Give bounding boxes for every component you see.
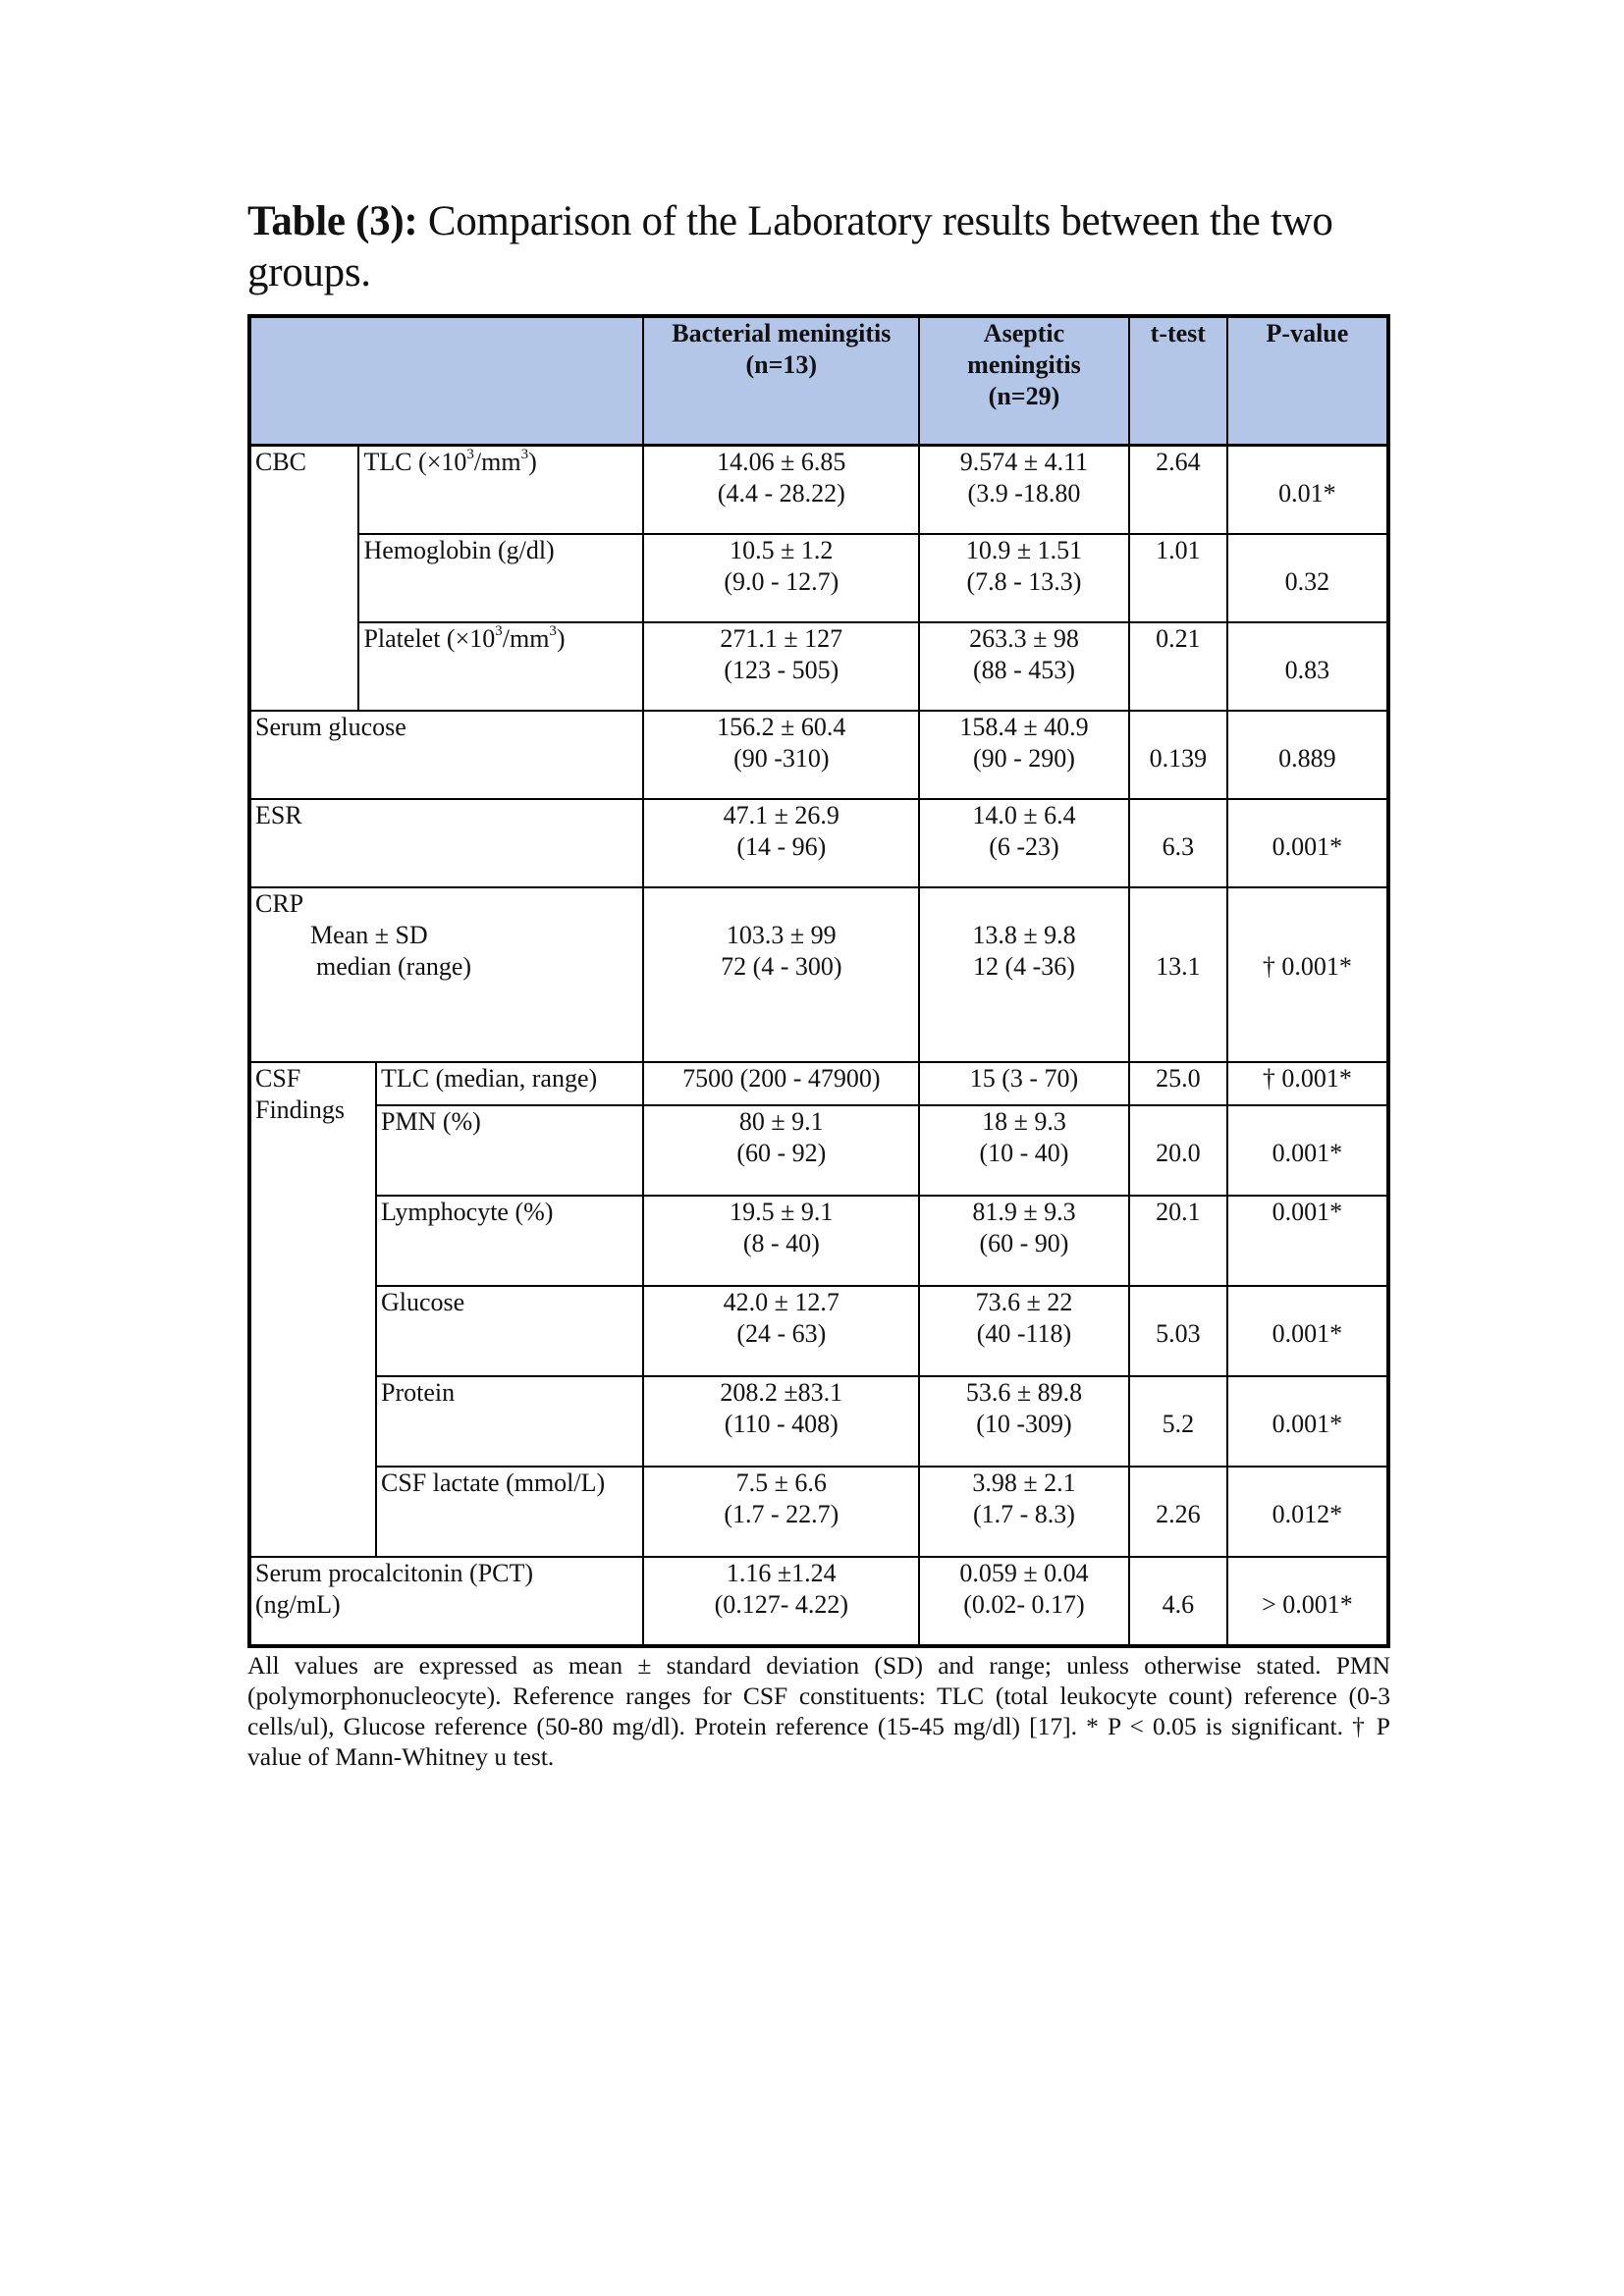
bacterial-mean: 7.5 ± 6.6: [735, 1468, 827, 1497]
bacterial-range: (0.127- 4.22): [714, 1590, 849, 1619]
bacterial-mean: 47.1 ± 26.9: [723, 801, 839, 829]
bacterial-value: [643, 799, 919, 887]
aseptic-mean: 81.9 ± 9.3: [972, 1198, 1076, 1226]
table-row-cbc-hemoglobin: [249, 534, 1388, 622]
header-aseptic-line1: Aseptic: [983, 319, 1065, 347]
bacterial-range: (9.0 - 12.7): [724, 567, 839, 596]
ttest-value: [1129, 711, 1227, 799]
table-title-text: Comparison of the Laboratory results between the two groups.: [247, 198, 1333, 295]
header-aseptic: [919, 316, 1129, 446]
bacterial-mean: 80 ± 9.1: [738, 1107, 824, 1136]
bacterial-value: 7500 (200 - 47900): [643, 1062, 919, 1105]
aseptic-value: [919, 622, 1129, 711]
aseptic-range: (90 - 290): [972, 744, 1075, 773]
pvalue-text: † 0.001*: [1262, 952, 1352, 981]
ttest-value: [1129, 1286, 1227, 1376]
row-label-text: /mm: [502, 624, 550, 653]
bacterial-mean: 14.06 ± 6.85: [717, 448, 846, 476]
row-label: Serum glucose: [249, 711, 643, 799]
row-label: [249, 887, 643, 1062]
pvalue: [1227, 1286, 1388, 1376]
aseptic-range: (7.8 - 13.3): [966, 567, 1082, 596]
pvalue: [1227, 1467, 1388, 1557]
bacterial-range: (123 - 505): [724, 656, 839, 684]
ttest-text: 0.139: [1149, 744, 1208, 773]
ttest-text: 5.03: [1156, 1319, 1201, 1348]
ttest-text: 6.3: [1162, 832, 1195, 861]
aseptic-value: [919, 1376, 1129, 1467]
table-row-csf-lactate: [249, 1467, 1388, 1557]
pvalue: [1227, 1376, 1388, 1467]
aseptic-value: [919, 1467, 1129, 1557]
aseptic-value: [919, 1105, 1129, 1196]
crp-label: CRP: [255, 889, 304, 918]
header-pvalue: P-value: [1227, 316, 1388, 446]
row-label-text: Platelet (×10: [363, 624, 496, 653]
category-cbc: CBC: [249, 446, 358, 712]
aseptic-range: (6 -23): [989, 832, 1059, 861]
aseptic-median: 12 (4 -36): [972, 952, 1075, 981]
table-row-serum-procalcitonin: [249, 1557, 1388, 1646]
table-row-csf-glucose: [249, 1286, 1388, 1376]
bacterial-mean: 156.2 ± 60.4: [717, 713, 846, 741]
pvalue-text: 0.83: [1284, 656, 1330, 684]
aseptic-mean: 18 ± 9.3: [982, 1107, 1066, 1136]
aseptic-mean: 73.6 ± 22: [975, 1288, 1073, 1316]
bacterial-value: [643, 1105, 919, 1196]
aseptic-mean: 13.8 ± 9.8: [972, 921, 1076, 949]
bacterial-value: [643, 534, 919, 622]
bacterial-range: (110 - 408): [724, 1410, 839, 1438]
bacterial-value: [643, 1286, 919, 1376]
aseptic-range: (60 - 90): [979, 1229, 1069, 1257]
bacterial-value: [643, 1557, 919, 1646]
table-row-esr: [249, 799, 1388, 887]
table-row-cbc-tlc: [249, 446, 1388, 535]
aseptic-value: 15 (3 - 70): [919, 1062, 1129, 1105]
aseptic-range: (3.9 -18.80: [967, 479, 1081, 507]
ttest-value: 2.64: [1129, 446, 1227, 535]
header-aseptic-line2: meningitis: [967, 350, 1081, 379]
header-bacterial-line1: Bacterial meningitis: [672, 319, 892, 347]
aseptic-mean: 53.6 ± 89.8: [965, 1378, 1083, 1407]
pvalue-text: 0.889: [1278, 744, 1336, 773]
pvalue: [1227, 887, 1388, 1062]
row-label: PMN (%): [376, 1105, 643, 1196]
table-row-serum-glucose: [249, 711, 1388, 799]
row-label: [358, 446, 643, 535]
bacterial-range: (14 - 96): [736, 832, 827, 861]
row-label: Glucose: [376, 1286, 643, 1376]
aseptic-mean: 9.574 ± 4.11: [959, 448, 1089, 476]
table-title-label: Table (3):: [247, 198, 418, 244]
aseptic-range: (1.7 - 8.3): [972, 1500, 1075, 1528]
table-row-cbc-platelet: [249, 622, 1388, 711]
bacterial-mean: 271.1 ± 127: [720, 624, 843, 653]
bacterial-range: (90 -310): [733, 744, 830, 773]
row-label-text: TLC (×10: [363, 448, 467, 476]
bacterial-mean: 1.16 ±1.24: [726, 1559, 837, 1587]
row-label-text: ): [556, 624, 566, 653]
bacterial-range: (60 - 92): [736, 1139, 827, 1167]
ttest-value: [1129, 1376, 1227, 1467]
pvalue: [1227, 799, 1388, 887]
table-row-crp: [249, 887, 1388, 1062]
pvalue-text: 0.01*: [1278, 479, 1336, 507]
category-csf-line1: CSF: [255, 1064, 301, 1093]
table-title: [247, 196, 1390, 298]
bacterial-mean: 10.5 ± 1.2: [730, 536, 834, 564]
ttest-value: [1129, 1557, 1227, 1646]
bacterial-range: (1.7 - 22.7): [724, 1500, 839, 1528]
pvalue-text: 0.012*: [1272, 1500, 1343, 1528]
table-row-csf-lymphocyte: [249, 1196, 1388, 1286]
pvalue: [1227, 1105, 1388, 1196]
pvalue: [1227, 1557, 1388, 1646]
header-bacterial: [643, 316, 919, 446]
aseptic-value: [919, 799, 1129, 887]
row-label: ESR: [249, 799, 643, 887]
pct-label-line1: Serum procalcitonin (PCT): [255, 1559, 534, 1587]
table-row-csf-pmn: [249, 1105, 1388, 1196]
row-label: [358, 622, 643, 711]
aseptic-range: (10 - 40): [979, 1139, 1069, 1167]
pvalue-text: 0.001*: [1272, 1139, 1343, 1167]
crp-sublabel-mean: Mean ± SD: [310, 921, 428, 949]
aseptic-value: [919, 711, 1129, 799]
aseptic-value: [919, 1557, 1129, 1646]
category-csf-line2: Findings: [255, 1095, 346, 1124]
header-ttest: t-test: [1129, 316, 1227, 446]
bacterial-mean: 103.3 ± 99: [726, 921, 837, 949]
ttest-value: 1.01: [1129, 534, 1227, 622]
bacterial-range: (24 - 63): [736, 1319, 827, 1348]
bacterial-value: [643, 1376, 919, 1467]
aseptic-value: [919, 1196, 1129, 1286]
ttest-text: 4.6: [1162, 1590, 1195, 1619]
ttest-value: [1129, 1467, 1227, 1557]
ttest-text: 20.0: [1156, 1139, 1201, 1167]
header-bacterial-line2: (n=13): [745, 350, 818, 379]
aseptic-value: [919, 1286, 1129, 1376]
row-label: Protein: [376, 1376, 643, 1467]
pvalue: [1227, 711, 1388, 799]
table-row-csf-tlc: [249, 1062, 1388, 1105]
ttest-value: [1129, 799, 1227, 887]
table-row-csf-protein: [249, 1376, 1388, 1467]
aseptic-range: (88 - 453): [972, 656, 1075, 684]
aseptic-mean: 14.0 ± 6.4: [972, 801, 1076, 829]
row-label-text: /mm: [473, 448, 521, 476]
ttest-value: [1129, 887, 1227, 1062]
bacterial-mean: 19.5 ± 9.1: [730, 1198, 834, 1226]
bacterial-median: 72 (4 - 300): [721, 952, 842, 981]
ttest-value: 20.1: [1129, 1196, 1227, 1286]
table-footnote: All values are expressed as mean ± standard deviation (SD) and range; unless otherwise stated. PMN (polymorphonucleocyte). Reference ranges for CSF constituents: TLC (total leukocyte count) reference (0-3 cells/ul), Glucose reference (50-80 mg/dl). Protein reference (15-45 mg/dl) [17]. * P < 0.05 is significant. † P value of Mann-Whitney u test.: [247, 1651, 1390, 1771]
aseptic-mean: 263.3 ± 98: [969, 624, 1079, 653]
bacterial-value: [643, 887, 919, 1062]
document-page: [247, 196, 1390, 1797]
ttest-text: 5.2: [1162, 1410, 1195, 1438]
bacterial-value: [643, 1196, 919, 1286]
aseptic-value: [919, 887, 1129, 1062]
bacterial-value: [643, 711, 919, 799]
row-label: Lymphocyte (%): [376, 1196, 643, 1286]
aseptic-value: [919, 534, 1129, 622]
pvalue: 0.001*: [1227, 1196, 1388, 1286]
pvalue-text: 0.001*: [1272, 1319, 1343, 1348]
superscript: 3: [549, 623, 557, 640]
row-label: TLC (median, range): [376, 1062, 643, 1105]
ttest-value: 0.21: [1129, 622, 1227, 711]
superscript: 3: [520, 447, 529, 463]
row-label: CSF lactate (mmol/L): [376, 1467, 643, 1557]
laboratory-results-table: [247, 314, 1390, 1648]
row-label: Hemoglobin (g/dl): [358, 534, 643, 622]
aseptic-range: (10 -309): [976, 1410, 1072, 1438]
pvalue-text: > 0.001*: [1262, 1590, 1353, 1619]
pvalue: [1227, 622, 1388, 711]
pvalue-text: 0.001*: [1272, 832, 1343, 861]
bacterial-mean: 208.2 ±83.1: [720, 1378, 843, 1407]
aseptic-range: (0.02- 0.17): [963, 1590, 1085, 1619]
ttest-value: [1129, 1105, 1227, 1196]
aseptic-mean: 3.98 ± 2.1: [972, 1468, 1076, 1497]
ttest-text: 2.26: [1156, 1500, 1201, 1528]
superscript: 3: [495, 623, 503, 640]
aseptic-mean: 10.9 ± 1.51: [965, 536, 1083, 564]
bacterial-value: [643, 1467, 919, 1557]
bacterial-mean: 42.0 ± 12.7: [723, 1288, 839, 1316]
aseptic-range: (40 -118): [976, 1319, 1072, 1348]
ttest-value: 25.0: [1129, 1062, 1227, 1105]
pvalue: † 0.001*: [1227, 1062, 1388, 1105]
header-aseptic-line3: (n=29): [988, 382, 1060, 410]
aseptic-value: [919, 446, 1129, 535]
superscript: 3: [466, 447, 474, 463]
row-label-text: ): [528, 448, 537, 476]
bacterial-value: [643, 622, 919, 711]
ttest-text: 13.1: [1156, 952, 1201, 981]
table-header-row: [249, 316, 1388, 446]
aseptic-mean: 0.059 ± 0.04: [959, 1559, 1089, 1587]
header-empty-cell: [249, 316, 643, 446]
row-label: [249, 1557, 643, 1646]
pvalue: [1227, 446, 1388, 535]
pvalue-text: 0.001*: [1272, 1410, 1343, 1438]
bacterial-value: [643, 446, 919, 535]
pvalue-text: 0.32: [1284, 567, 1330, 596]
pct-label-line2: (ng/mL): [255, 1590, 341, 1619]
pvalue: [1227, 534, 1388, 622]
crp-sublabel-median: median (range): [316, 952, 472, 981]
bacterial-range: (8 - 40): [742, 1229, 820, 1257]
aseptic-mean: 158.4 ± 40.9: [959, 713, 1089, 741]
bacterial-range: (4.4 - 28.22): [717, 479, 845, 507]
category-csf-findings: [249, 1062, 376, 1557]
